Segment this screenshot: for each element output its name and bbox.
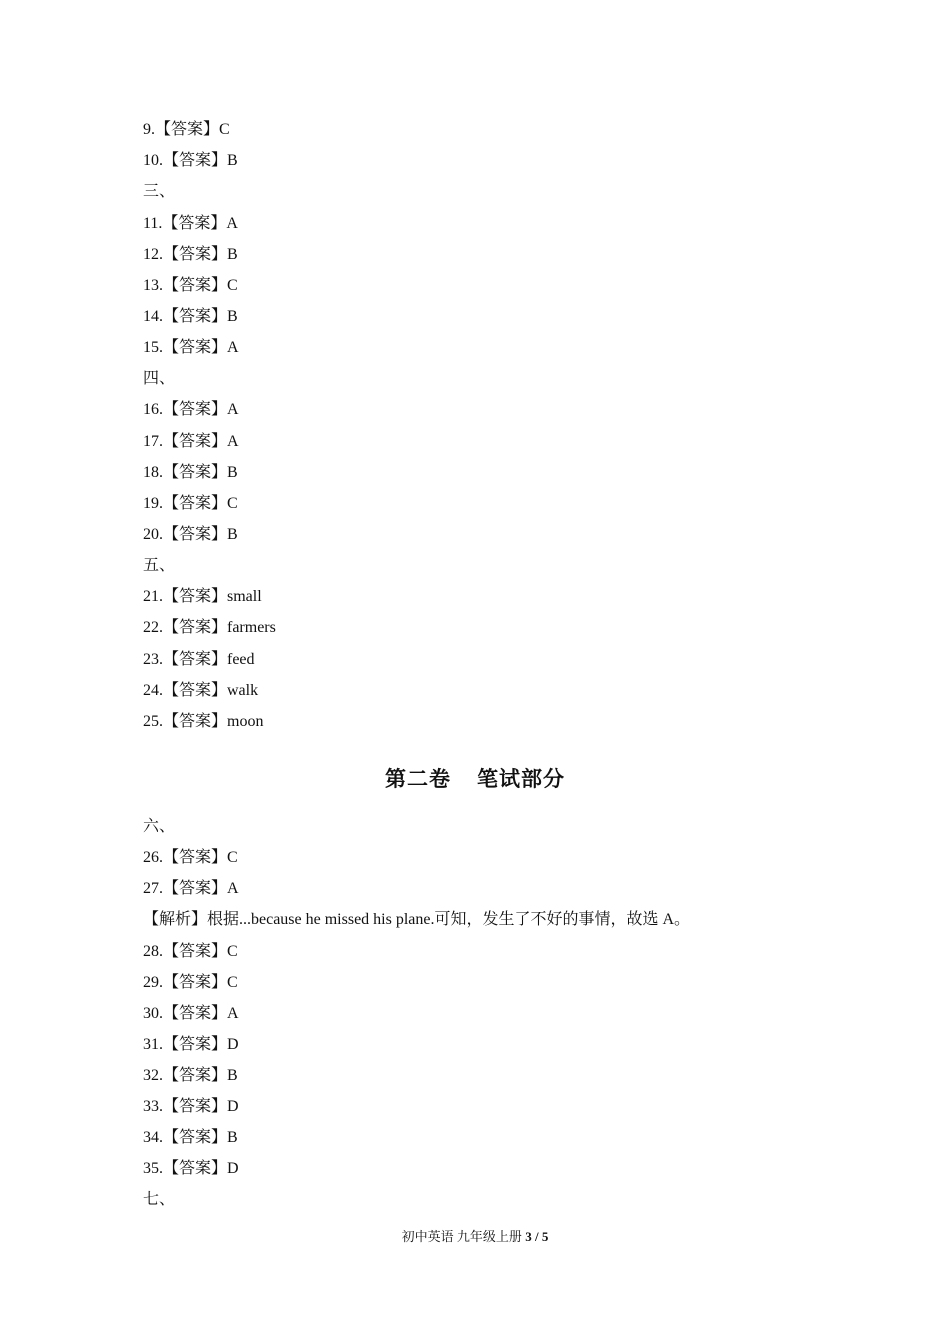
answer-line: 18.【答案】B: [143, 464, 238, 481]
answer-line: 11.【答案】A: [143, 215, 238, 232]
answer-line: 22.【答案】farmers: [143, 619, 276, 636]
answer-line: 28.【答案】C: [143, 943, 238, 960]
answer-line: 24.【答案】walk: [143, 682, 259, 699]
section-heading: 三、: [143, 183, 176, 200]
section-heading: 六、: [143, 818, 176, 835]
answer-line: 32.【答案】B: [143, 1067, 238, 1084]
page-footer: [0, 1228, 950, 1246]
answer-line: 23.【答案】feed: [143, 651, 255, 668]
answer-line: 20.【答案】B: [143, 526, 238, 543]
section-title-left: 第二卷: [385, 767, 451, 791]
page-number: 3: [525, 1229, 532, 1244]
answer-line: 26.【答案】C: [143, 849, 238, 866]
answer-line: 27.【答案】A: [143, 880, 239, 897]
answer-line: 21.【答案】small: [143, 588, 262, 605]
answer-line: 15.【答案】A: [143, 339, 239, 356]
section-title: [0, 763, 950, 793]
answer-line: 29.【答案】C: [143, 974, 238, 991]
answer-line: 9.【答案】C: [143, 121, 230, 138]
answer-line: 35.【答案】D: [143, 1160, 239, 1177]
section-heading: 五、: [143, 557, 176, 574]
answer-line: 33.【答案】D: [143, 1098, 239, 1115]
answer-line: 10.【答案】B: [143, 152, 238, 169]
footer-text: 初中英语 九年级上册: [401, 1229, 522, 1244]
answer-line: 13.【答案】C: [143, 277, 238, 294]
explanation-line: 【解析】根据...because he missed his plane.可知，发生了不好的事情，故选 A。: [143, 911, 691, 928]
page-total: 5: [541, 1229, 549, 1244]
answer-line: 12.【答案】B: [143, 246, 238, 263]
answer-line: 34.【答案】B: [143, 1129, 238, 1146]
page-separator: /: [534, 1229, 539, 1244]
answer-line: 14.【答案】B: [143, 308, 238, 325]
answer-line: 30.【答案】A: [143, 1005, 239, 1022]
answer-line: 31.【答案】D: [143, 1036, 239, 1053]
answer-line: 17.【答案】A: [143, 433, 239, 450]
answer-line: 25.【答案】moon: [143, 713, 264, 730]
answer-line: 16.【答案】A: [143, 401, 239, 418]
section-heading: 七、: [143, 1191, 176, 1208]
section-heading: 四、: [143, 370, 176, 387]
answer-line: 19.【答案】C: [143, 495, 238, 512]
section-title-right: 笔试部分: [477, 767, 565, 791]
